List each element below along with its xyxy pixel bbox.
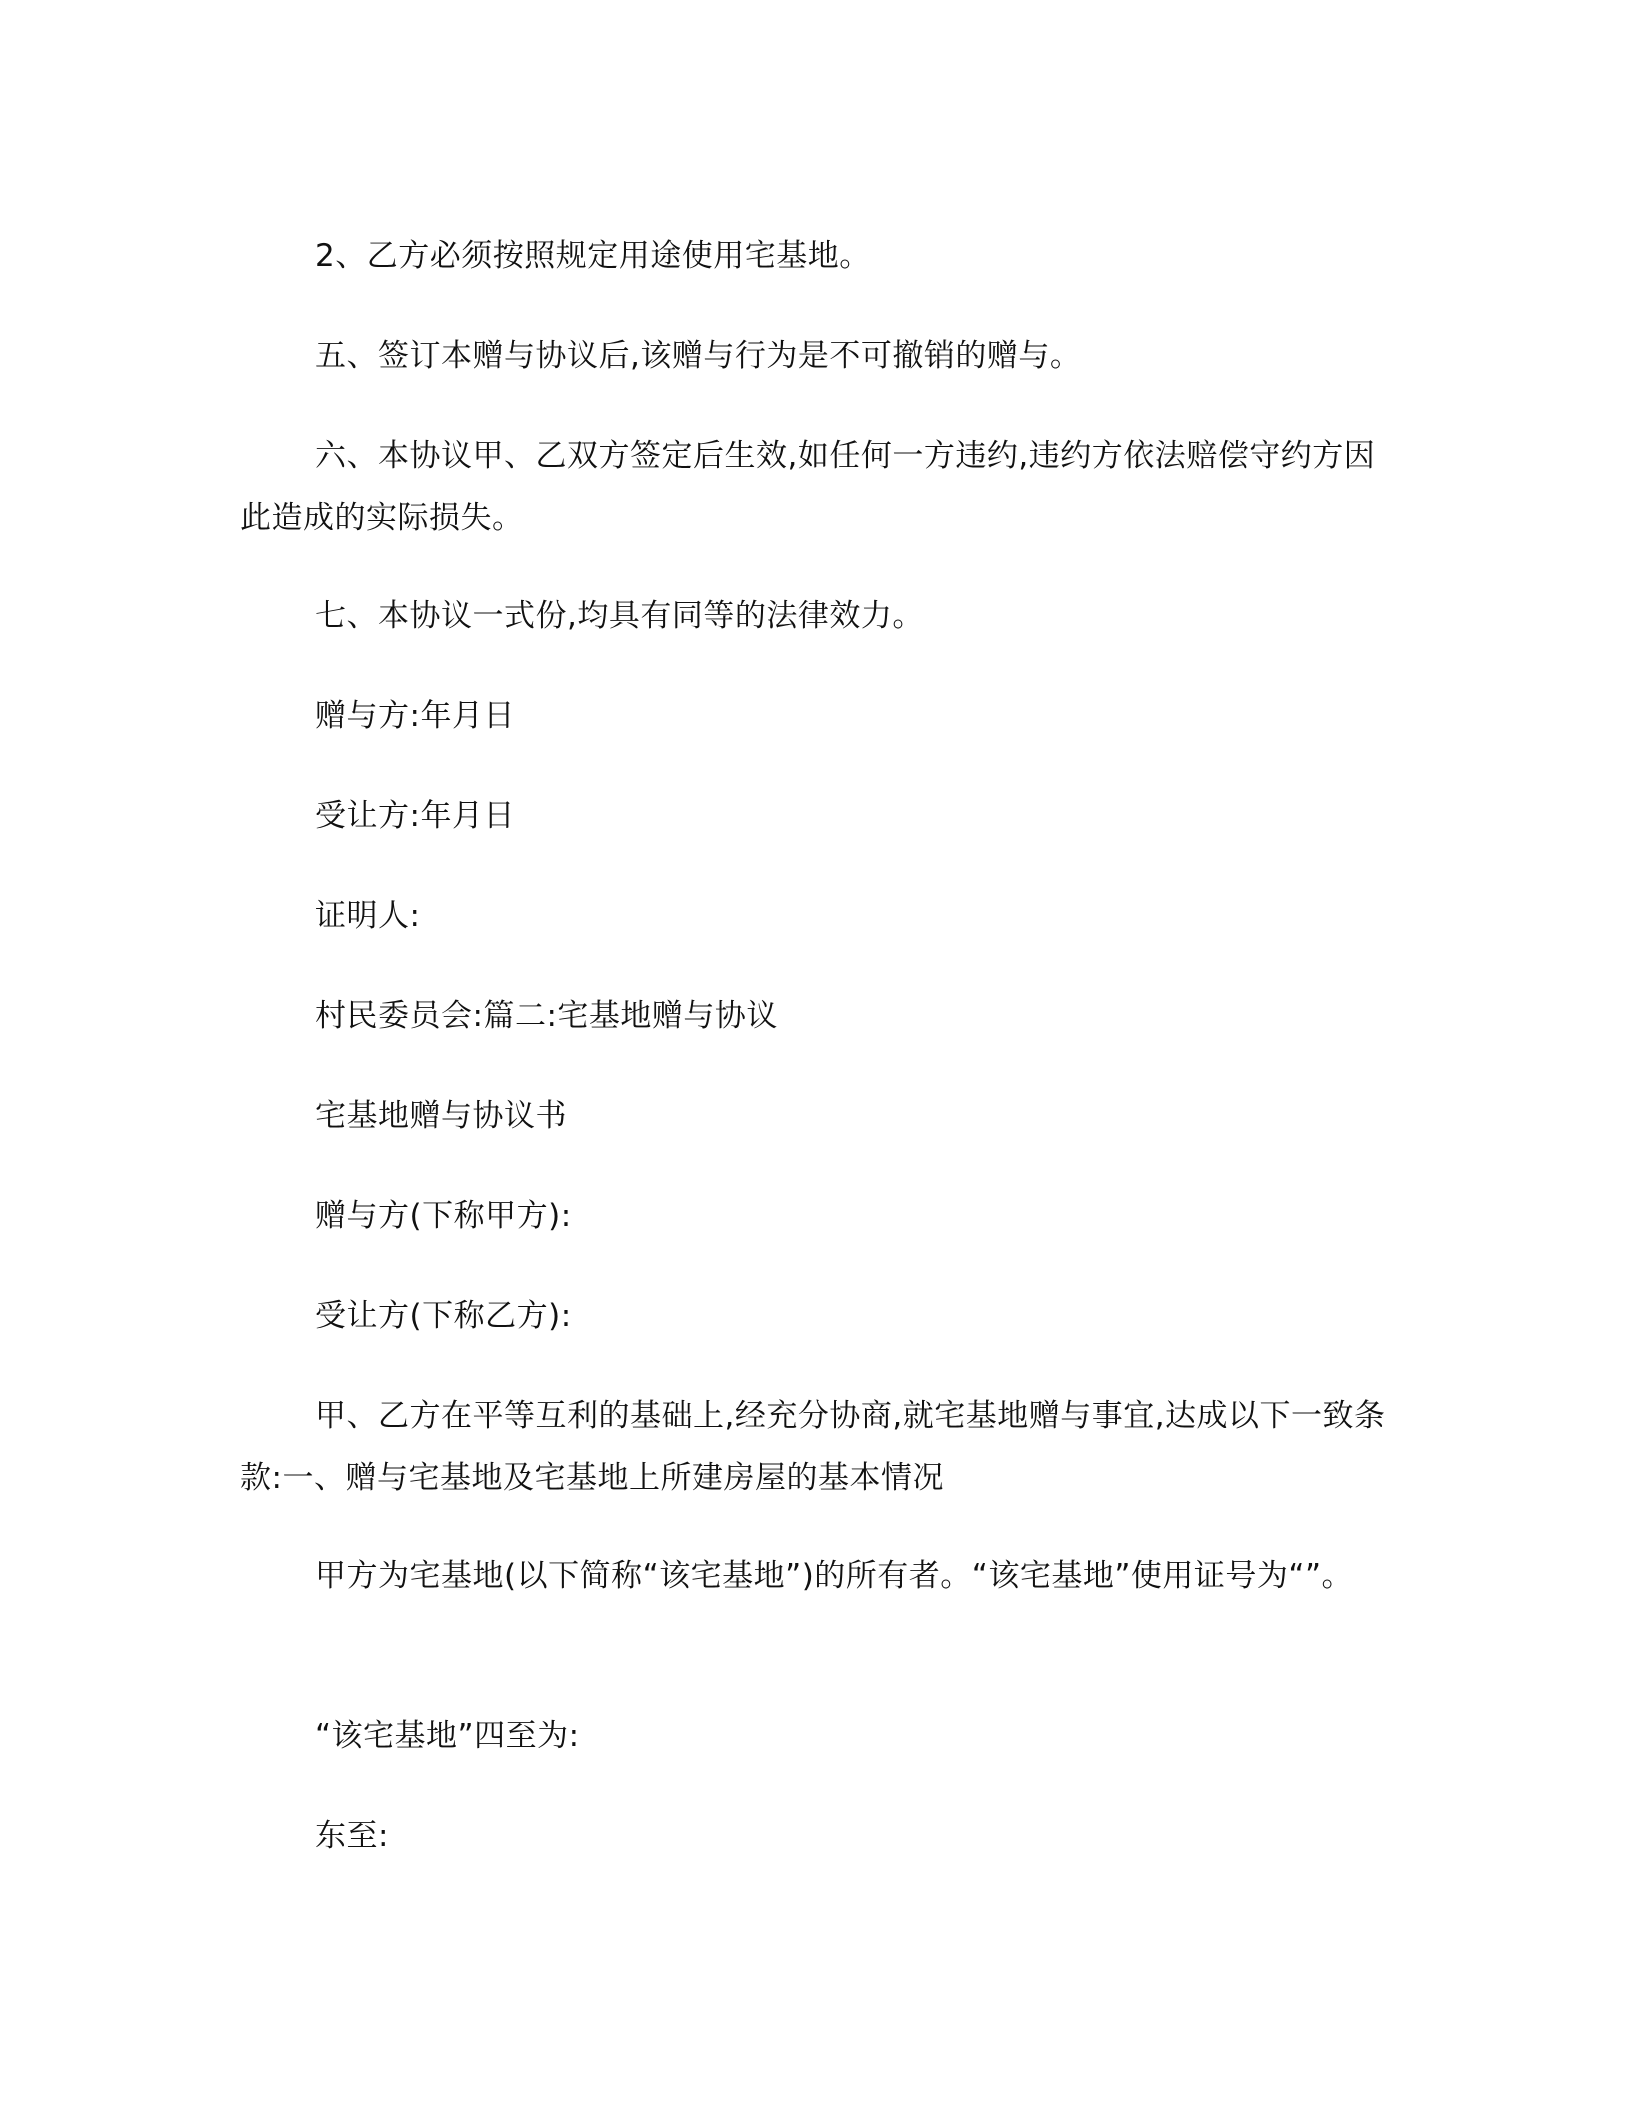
recipient-party-b: 受让方(下称乙方): bbox=[315, 1298, 572, 1334]
donor-party-a: 赠与方(下称甲方): bbox=[315, 1198, 572, 1234]
clause-6-effect: 六、本协议甲、乙双方签定后生效,如任何一方违约,违约方依法赔偿守约方因此造成的实际损失。 bbox=[240, 438, 1376, 536]
boundaries-heading: “该宅基地”四至为: bbox=[315, 1718, 580, 1754]
ownership-statement: 甲方为宅基地(以下简称“该宅基地”)的所有者。“该宅基地”使用证号为“”。 bbox=[315, 1558, 1354, 1594]
clause-7-copies: 七、本协议一式份,均具有同等的法律效力。 bbox=[315, 598, 924, 634]
witness-line: 证明人: bbox=[315, 898, 421, 934]
agreement-title: 宅基地赠与协议书 bbox=[315, 1098, 567, 1134]
clause-2-usage: 2、乙方必须按照规定用途使用宅基地。 bbox=[315, 238, 871, 274]
donor-signature-line: 赠与方:年月日 bbox=[315, 698, 515, 734]
recipient-signature-line: 受让方:年月日 bbox=[315, 798, 515, 834]
preamble-clause-1: 甲、乙方在平等互利的基础上,经充分协商,就宅基地赠与事宜,达成以下一致条款:一、赠与宅基地及宅基地上所建房屋的基本情况 bbox=[240, 1398, 1386, 1496]
village-committee-line: 村民委员会:篇二:宅基地赠与协议 bbox=[315, 998, 778, 1034]
clause-5-irrevocable: 五、签订本赠与协议后,该赠与行为是不可撤销的赠与。 bbox=[315, 338, 1082, 374]
east-boundary: 东至: bbox=[315, 1818, 389, 1854]
